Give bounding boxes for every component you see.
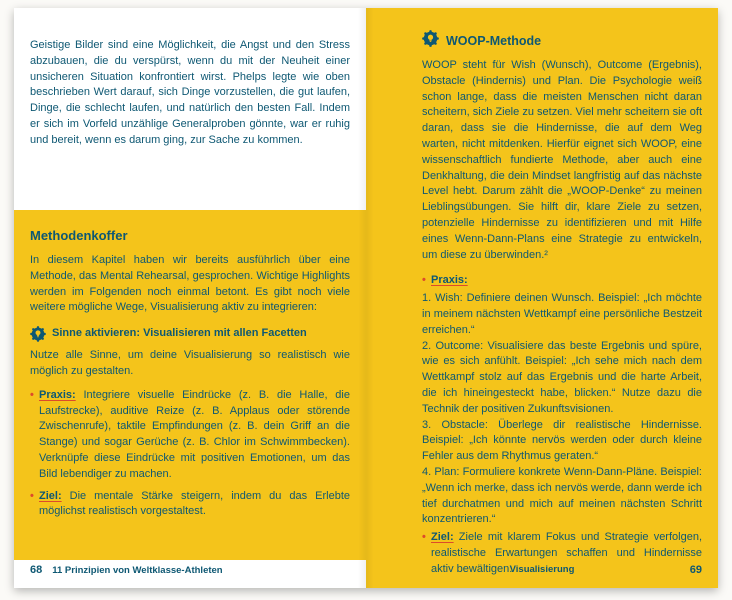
lightbulb-gear-icon: [422, 30, 439, 52]
tip-heading: Sinne aktivieren: Visualisieren mit allen Facetten: [52, 327, 307, 340]
bullet-praxis: [30, 388, 350, 483]
woop-intro-paragraph: WOOP steht für Wish (Wunsch), Outcome (Ergebnis), Obstacle (Hindernis) und Plan. Die Psychologie weiß schon lange, dass die meisten Menschen nicht daran scheitern, sich Ziele zu setzen. Viel mehr scheitern sie oft daran, dass sie die Hindernisse, die auf dem Weg warten, nicht mitdenken. Hierfür eignet sich WOOP, eine wissenschaftlich fundierte Methode, aber auch eine Denkhaltung, die dein Mindset langfristig auf das nächste Level hebt. Darum zählt die „WOOP-Denke“ zu meinen Lieblingsübungen. Sie hilft dir, klare Ziele zu setzen, potenzielle Hindernisse zu identifizieren und mit Hilfe eines Wenn-Dann-Plans eine Strategie zu entwickeln, um diese zu überwinden.²: [422, 59, 702, 261]
footer-right: [366, 564, 718, 578]
tip-body: Nutze alle Sinne, um deine Visualisierung so realistisch wie möglich zu gestalten.: [30, 349, 350, 377]
woop-step-wish: 1. Wish: Definiere deinen Wunsch. Beispiel: „Ich möchte in meinem nächsten Wettkampf eine persönliche Bestzeit erreichen.“: [422, 292, 702, 336]
bullet-praxis-right: [422, 273, 702, 289]
tip-heading-row: [30, 326, 350, 347]
woop-heading-row: [422, 30, 702, 52]
woop-section: [366, 8, 718, 578]
woop-heading: WOOP-Methode: [446, 34, 542, 48]
bullet-label-praxis-right: Praxis:: [431, 274, 468, 287]
bullet-label-ziel: Ziel:: [39, 489, 62, 502]
methods-paragraph: In diesem Kapitel haben wir bereits ausführlich über eine Methode, das Mental Rehearsal, gesprochen. Wichtige Highlights werden im Folgenden noch einmal betont. Es gibt noch viele weitere mögliche Wege, Visualisierung aktiv zu integrieren:: [30, 254, 350, 314]
bullet-label-ziel-right: Ziel:: [431, 531, 454, 544]
methodenkoffer-section: [14, 210, 366, 560]
page-number-right: 69: [689, 564, 702, 576]
lightbulb-gear-icon: [30, 326, 46, 347]
bullet-marker: •: [422, 274, 426, 287]
page-number-left: 68: [30, 564, 43, 576]
footer-left: [14, 564, 366, 578]
bullet-text-ziel-right: Ziele mit klarem Fokus und Strategie verfolgen, realistische Erwartungen schaffen und Hindernisse aktiv bewältigen.: [431, 531, 702, 575]
bullet-marker: •: [422, 531, 426, 544]
page-left: [14, 8, 366, 588]
bullet-marker: •: [30, 489, 34, 502]
bullet-marker: •: [30, 388, 34, 401]
page-right: [366, 8, 718, 588]
bullet-text-ziel: Die mentale Stärke steigern, indem du das Erlebte möglichst realistisch vorgestaltest.: [39, 489, 350, 518]
bullet-ziel: [30, 489, 350, 521]
woop-step-obstacle: 3. Obstacle: Überlege dir realistische Hindernisse. Beispiel: „Ich könnte nervös werden oder durch kleine Fehler aus dem Rhythmus geraten.“: [422, 418, 702, 463]
book-spread: [14, 8, 718, 588]
woop-step-plan: 4. Plan: Formuliere konkrete Wenn-Dann-Pläne. Beispiel: „Wenn ich merke, dass ich nervös werde, dann werde ich tief durchatmen und mich auf meinen nächsten Schritt konzentrieren.“: [422, 465, 702, 526]
bullet-label-praxis: Praxis:: [39, 388, 76, 401]
bullet-text-praxis: Integriere visuelle Eindrücke (z. B. die Halle, die Laufstrecke), auditive Reize (z. B. Applaus oder störende Zwischenrufe), taktile Empfindungen (z. B. dein Griff an die Stange) und sogar Gerüche (z. B. Chlor im Schwimmbecken). Verknüpfe diese Eindrücke mit positiven Emotionen, um das Bild lebendiger zu machen.: [39, 388, 350, 480]
running-header-section: Visualisierung: [509, 564, 575, 575]
chapter-title: 11 Prinzipien von Weltklasse-Athleten: [52, 565, 223, 576]
woop-step-outcome: 2. Outcome: Visualisiere das beste Ergebnis und spüre, wie es sich anfühlt. Beispiel: „Ich sehe mich nach dem Wettkampf stolz auf das Ergebnis und die harte Arbeit, die ich hineingesteckt habe, blicken.“ Nutze dazu die Technik der positiven Zukunftsvisionen.: [422, 339, 702, 415]
section-title: Methodenkoffer: [30, 228, 128, 243]
left-intro-paragraph: Geistige Bilder sind eine Möglichkeit, die Angst und den Stress abzubauen, die du verspürst, wenn du mit der Neuheit einer unsicheren Situation konfrontiert wirst. Phelps legte wie oben beschrieben Wert darauf, sich Dinge vorzustellen, die gut laufen, Dinge, die schlecht laufen, und natürlich den besten Fall. Indem er sich im Vorfeld unzählige Generalproben gönnte, war er ruhig und bereit, wenn es darum ging, zur Sache zu kommen.: [30, 39, 350, 146]
